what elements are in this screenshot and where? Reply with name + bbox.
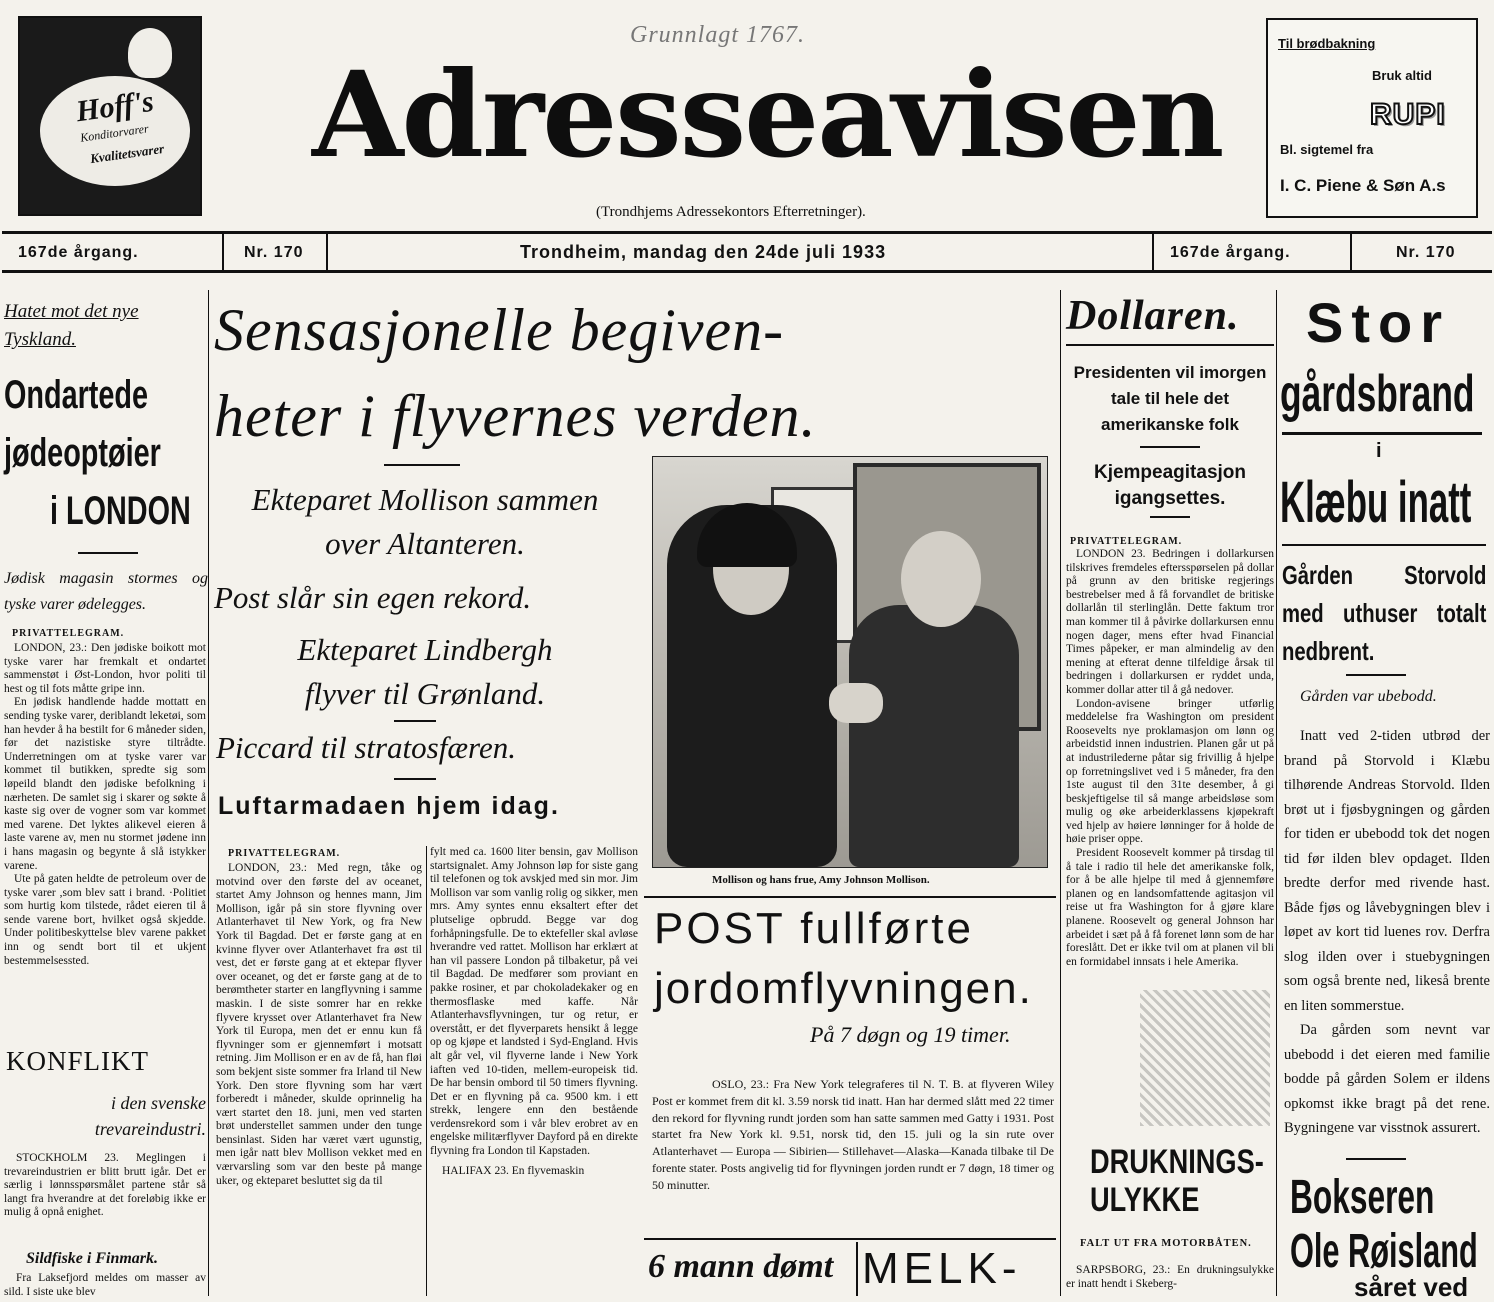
dateline-rule-top — [2, 231, 1492, 234]
column-rule-3 — [1276, 290, 1277, 1296]
post-headline-2: jordomflyvningen. — [654, 964, 1033, 1013]
post-headline-1: POST fullførte — [654, 904, 974, 953]
man-face — [901, 531, 981, 627]
col1-headline-1: Ondartede — [4, 373, 149, 417]
photo-caption: Mollison og hans frue, Amy Johnson Mollison. — [712, 874, 930, 886]
center-sub-1 — [210, 478, 640, 566]
center-headline-2: heter i flyvernes verden. — [214, 383, 817, 449]
dateline-rule-bottom — [2, 270, 1492, 273]
number-right: Nr. 170 — [1396, 244, 1456, 261]
col1-paragraph-1: LONDON, 23.: Den jødiske boikott mot tyske varer har fremkalt et ondartet sammenstøt i Øst-London, hvor politi til hest og til fots måtte gripe inn. — [4, 642, 206, 695]
col4-body — [1284, 724, 1490, 1141]
konflikt-deck: i den svenske trevareindustri. — [94, 1093, 206, 1139]
masthead-title: Adresseavisen — [312, 45, 1223, 184]
center-sub-1a: Ekteparet Mollison sammen — [251, 482, 599, 517]
col1-paragraph-3: Ute på gaten heldte de petroleum over de tyske varer ,som blev satt i brand. ·Politiet som hurtig kom tilstede, rådet eieren til å sende varene bort, hvilket også skjedde. Under politibeskyttelse blev varene pakket inn og sendt bort til et ukjent bestemmelsessted. — [4, 873, 206, 967]
bokser-2: Ole Røisland — [1290, 1225, 1478, 1278]
col3-tag: PRIVATTELEGRAM. — [1070, 536, 1183, 547]
place-date: Trondheim, mandag den 24de juli 1933 — [520, 242, 887, 262]
hoff-ad — [18, 16, 202, 216]
column-rule-2 — [1060, 290, 1061, 1296]
center-body-b — [430, 846, 638, 1296]
drukning-deck: FALT UT FRA MOTORBÅTEN. — [1080, 1238, 1252, 1249]
center-divider-1 — [384, 464, 460, 466]
hoff-brand: Hoff's — [74, 84, 156, 129]
bottom-divider — [856, 1242, 858, 1296]
hoff-text-2: Kvalitetsvarer — [89, 140, 166, 167]
handshake — [829, 683, 883, 723]
center-tag: PRIVATTELEGRAM. — [228, 848, 341, 859]
col4-rule-3 — [1346, 1158, 1406, 1160]
bottom-right-headline: MELK- — [862, 1244, 1022, 1293]
center-sub-1b: over Altanteren. — [325, 526, 525, 561]
post-body: OSLO, 23.: Fra New York telegraferes til N. T. B. at flyveren Wiley Post er kommet frem dit kl. 3.59 norsk tid inatt. Han har dermed slått med 22 timer den rekord for flyvning rundt jorden som han satte sammen med Gatty i 1931. Post startet fra New York kl. 9.51, norsk tid, den 15. juli og la sin rute over Atlanterhavet — Europa — Sibirien— Stillehavet—Alaska—Kanada tilbake til De forente stater. Posts angivelig tid for flyvningen jorden rundt er 7 døgn, 18 timer og 50 minutter. — [652, 1077, 1054, 1192]
center-body-a: LONDON, 23.: Med regn, tåke og motvind over den første del av oceanet, startet Amy Johnson og hennes mann, Jim Mollison, igår på sin store flyvning over Atlanterhavet til New York, og fra New York til Bagdad. Det er første gang at en kvinne flyver over Atlanterhavet fra øst til vest, det er første gang at et ektepar flyver over oceanet, og det er første gang at de to berømtheter starter en langflyvning i samme maskin. I de siste somrer har en rekke flyvere krysset over Atlanterhavet fra New York til Europa, men det er ennu kun få flyvninger som er gjennemført i motsatt retning. Jim Mollison er en av de få, han fløi som bekjent siste sommer fra Irland til New York. Den store flyvning som har vært forberedt i måneder, skulde oprinnelig ha vært startet den 18. juni, men ved starten brøt understellet sammen under den tunge bensinlast. Siden har været vært ugunstig, men igår natt blev Mollison vekket med en værvarsling som var den beste på mange uker, og ekteparet besluttet sig da til — [216, 862, 422, 1187]
konflikt-body: STOCKHOLM 23. Meglingen i trevareindustrien er blitt brutt igår. Det er særlig i lønnsspørsmålet partene står så langt fra hverandre at det foreløbig ikke er mulig å opnå enighet. — [4, 1152, 206, 1219]
post-deck: På 7 døgn og 19 timer. — [810, 1022, 1011, 1047]
col1-body — [4, 642, 206, 968]
dateline-divider-3 — [1152, 234, 1154, 270]
rupi-line-3: Bl. sigtemel fra — [1280, 142, 1374, 157]
bottom-rule — [644, 1238, 1056, 1240]
rupi-brand: RUPI — [1370, 98, 1446, 131]
col3-deck-2: Kjempeagitasjon igangsettes. — [1093, 462, 1247, 509]
col1-headline-3: i LONDON — [50, 489, 191, 533]
col4-headline-1: Stor — [1306, 291, 1450, 354]
dateline-divider-1 — [222, 234, 224, 270]
bokser-3: såret ved — [1354, 1272, 1469, 1302]
rupi-line-2: Bruk altid — [1372, 68, 1432, 83]
col4-headline-3: i — [1376, 440, 1382, 462]
hoff-text-1: Konditorvarer — [79, 121, 150, 145]
drukning-headline-2: ULYKKE — [1090, 1181, 1200, 1219]
col1-headline-2: jødeoptøier — [4, 431, 161, 475]
number-left: Nr. 170 — [244, 244, 304, 261]
col3-deck-1: Presidenten vil imorgen tale til hele det amerikanske folk — [1073, 363, 1267, 434]
chef-icon — [128, 28, 172, 78]
konflikt-headline: KONFLIKT — [6, 1046, 149, 1076]
center-sub-5: Luftarmadaen hjem idag. — [218, 792, 560, 820]
col4-paragraph-1: Inatt ved 2-tiden utbrød der brand på Storvold i Klæbu tilhørende Andreas Storvold. Ilden brøt ut i fjøsbygningen og gården for tiden er ubebodd tok det nogen tid før ilden blev opdaget. Ilden bredte derfor med rivende hast. Både fjøs og låvebygningen blev i løpet av kort tid luenes rov. Derfra slog ilden over i stuebygningen som også brente ned, likeså brente en liten sommerstue. — [1284, 728, 1490, 1014]
halifax-line: HALIFAX 23. En flyvemaskin — [442, 1164, 585, 1177]
center-sub-4: Piccard til stratosfæren. — [216, 730, 516, 765]
col3-paragraph-1: LONDON 23. Bedringen i dollarkursen tilskrives fremdeles eftersspørselen på dollar på grunn av den britiske regjerings bestrebelser med å få forvandlet de britiske dollarlån til sterlinglån. Dette faktum tror man kommer til å påvirke dollarkursen ennu nogen dager, mens efter hvad Financial Times påpeker, er man almindelig av den mening at efterat denne tilfeldige årsak til bedringen i dollarkursen er ryddet unda, kommer dollar atter til å gå nedover. — [1066, 548, 1274, 696]
sildfiske-headline: Sildfiske i Finmark. — [26, 1250, 159, 1267]
drukning-body: SARPSBORG, 23.: En drukningsulykke er inatt hendt i Skeberg- — [1066, 1264, 1274, 1290]
col1-headline — [4, 366, 208, 540]
col1-tag: PRIVATTELEGRAM. — [12, 628, 125, 639]
volume-left: 167de årgang. — [18, 244, 139, 261]
col4-kicker: Gården var ubebodd. — [1300, 688, 1437, 705]
col4-headline-4: Klæbu inatt — [1280, 470, 1472, 535]
volume-right: 167de årgang. — [1170, 244, 1291, 261]
masthead-subtitle: (Trondhjems Adressekontors Efterretninger). — [596, 204, 866, 220]
drukning-headline-1: DRUKNINGS- — [1090, 1143, 1264, 1181]
dateline-divider-4 — [1350, 234, 1352, 270]
center-divider-3 — [394, 778, 436, 780]
post-rule-top — [644, 896, 1056, 898]
center-sub-3 — [210, 628, 640, 716]
bottom-left-headline: 6 mann dømt — [648, 1248, 834, 1285]
col3-paragraph-3: President Roosevelt kommer på tirsdag til å tale i radio til hele det amerikanske folk, for å be alle hjelpe til med å gjennemføre planen og en landsomfattende agitasjon vil reise ut fra Washington for å gjøre klare planene. Roosevelt og general Johnson har arbeidet i sæt på å få forenet lønn som de har foreslått. Det er ikke tvil om at planen vil bli en formidabel innsats i hele Amerika. — [1066, 847, 1274, 968]
col3-rule-1 — [1066, 344, 1274, 346]
center-headline-1: Sensasjonelle begiven- — [214, 297, 785, 363]
col3-paragraph-2: London-avisene bringer utførlig meddelelse fra Washington om president Roosevelts nye proklamasjon om lønn og arbeidstid innen industrien. Planen går ut på at industrilederne påtar sig frivillig å hjelpe op forretningslivet ved i 5 måneder, fra den 1ste august til den 31te desember, å gi beskjeftigelse til så mange arbeidsløse som mulig og øke arbeiderklassens kjøpekraft ved hjelp av høiere lønninger for å holde de høie priser oppe. — [1066, 697, 1274, 846]
man-figure — [849, 605, 1019, 867]
col1-paragraph-2: En jødisk handlende hadde mottatt en sending tyske varer, deriblandt leketøi, som han hevder å ha bestilt for 6 måneder siden, før det nazistiske styre tiltrådte. Underretningen om at tyske varer var kommet til butikken, spredte sig som løpeild blandt den jødiske befolkning i nærheten. De samlet sig i skarer og søkte å kaste sig over de vogner som var kommet med varene. Det lyktes alikevel eieren å laste varene av, men nu stormet jødene inn i hans magasin og begynte å slå istykker varene. — [4, 696, 206, 872]
col1-divider — [78, 552, 138, 554]
center-sub-3a: Ekteparet Lindbergh — [297, 632, 553, 667]
col3-rule-3 — [1150, 516, 1190, 518]
col1-deck: Jødisk magasin stormes og tyske varer ødelegges. — [4, 570, 208, 613]
col4-headline-2: gårdsbrand — [1280, 365, 1475, 423]
mollison-photo — [652, 456, 1048, 868]
bokser-1: Bokseren — [1290, 1171, 1435, 1224]
center-divider-2 — [394, 720, 436, 722]
col3-headline: Dollaren. — [1066, 293, 1240, 339]
center-column-rule — [426, 846, 427, 1296]
sildfiske-body: Fra Laksefjord meldes om masser av sild. I siste uke blev — [4, 1272, 206, 1298]
dateline-divider-2 — [326, 234, 328, 270]
col4-paragraph-2: Da gården som nevnt var ubebodd i det eieren med familie bodde på gården Solem er ildens opkomst ikke bragt på det rene. Bygningene var visstnok assurert. — [1284, 1022, 1490, 1136]
rupi-line-1: Til brødbakning — [1278, 36, 1376, 51]
col3-smudge — [1140, 990, 1270, 1126]
col4-rule-1 — [1282, 544, 1486, 546]
rupi-line-4: I. C. Piene & Søn A.s — [1280, 176, 1446, 195]
col4-underline — [1282, 432, 1482, 435]
founded-line: Grunnlagt 1767. — [630, 22, 806, 48]
rupi-ad — [1266, 18, 1478, 218]
center-sub-3b: flyver til Grønland. — [304, 676, 546, 711]
col3-rule-2 — [1140, 446, 1200, 448]
center-sub-2: Post slår sin egen rekord. — [214, 580, 532, 615]
col4-deck: Gården Storvold med uthuser totalt nedbrent. — [1282, 560, 1487, 666]
center-body-b-text: fylt med ca. 1600 liter bensin, gav Mollison startsignalet. Amy Johnson løp for siste gang til telefonen og tok avskjed med sin mor. Jim Mollison var som vanlig rolig og sikker, men mrs. Amy syntes ennu eksaltert efter det plutselige opbrudd. Begge var dog forhåpningsfulle. De to ektefeller skal avløse hverandre ved rattet. Mollison har erklært at han vil passere London på tilbaketur, på vei til Bagdad. De medfører som proviant en pakke rosiner, et par chokoladekaker og en thermosflaske med kaffe. Når Atlanterhavsflyvningen, tur og retur, er overstått, er det flyverparets hensikt å legge op og kjøpe et landsted i Syd-England. Hvis alt går vel, vil flyverne lande i New York iaften ved 10-tiden, mellem-europeisk tid. De har bensin ombord til 50 timers flyvning. Det er en flyvning på ca. 9500 km. i ett strekk, lengere enn den bestående verdensrekord som i vår blev erobret av en engelske militærflyver Dayford på en direkte flyvning fra London til Kapstaden. — [430, 846, 638, 1158]
column-rule-1 — [208, 290, 209, 1296]
col1-kicker: Hatet mot det nye Tyskland. — [4, 301, 139, 350]
col4-rule-2 — [1346, 674, 1406, 676]
